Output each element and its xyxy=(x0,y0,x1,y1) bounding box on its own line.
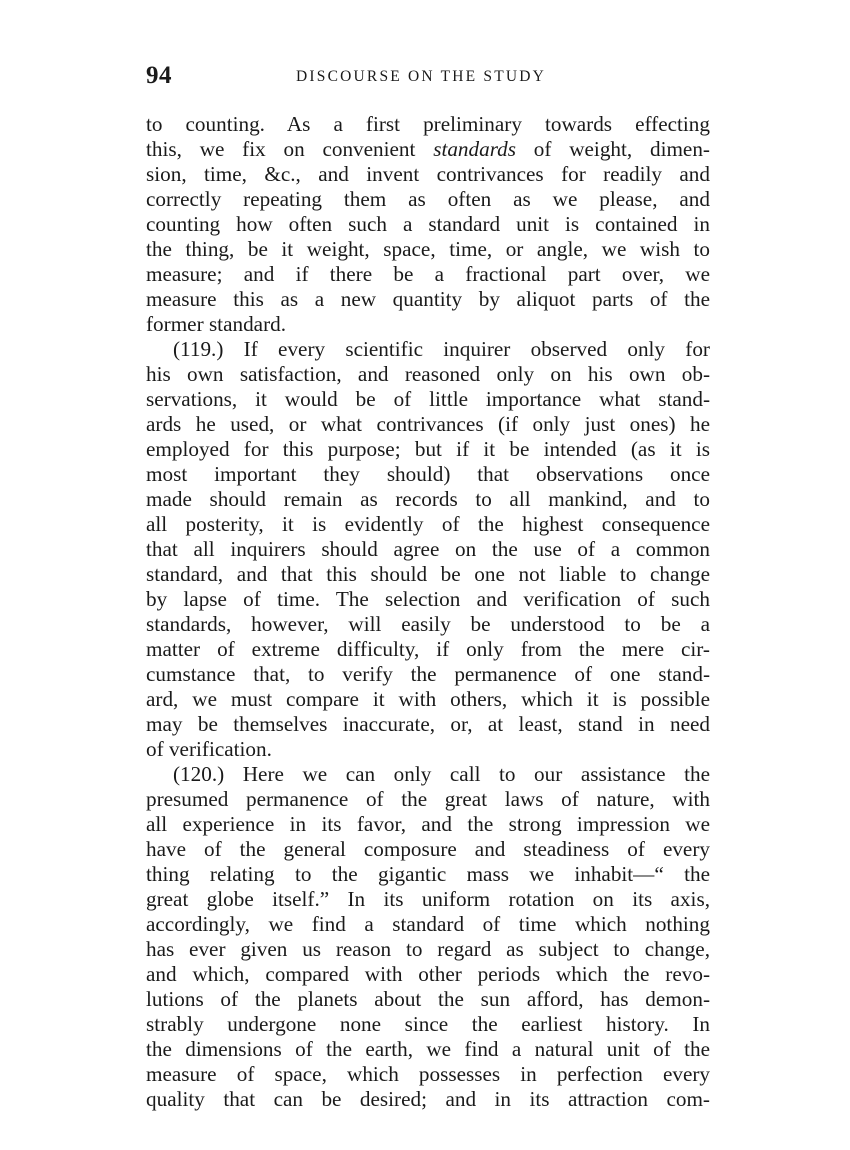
text-line: have of the general composure and steadiness of every xyxy=(146,837,710,861)
text-line: cumstance that, to verify the permanence of one stand- xyxy=(146,662,710,686)
text-line: made should remain as records to all mankind, and to xyxy=(146,487,710,511)
text-line: great globe itself.” In its uniform rotation on its axis, xyxy=(146,887,710,911)
text-line: this, we fix on convenient standards of weight, dimen- xyxy=(146,137,710,161)
text-line: thing relating to the gigantic mass we inhabit—“ the xyxy=(146,862,710,886)
text-line: strably undergone none since the earliest history. In xyxy=(146,1012,710,1036)
italic-word: standards xyxy=(433,137,517,161)
text-line: measure; and if there be a fractional part over, we xyxy=(146,262,710,286)
text-line: matter of extreme difficulty, if only from the mere cir- xyxy=(146,637,710,661)
text-line: counting how often such a standard unit is contained in xyxy=(146,212,710,236)
text-line: his own satisfaction, and reasoned only on his own ob- xyxy=(146,362,710,386)
body-text xyxy=(146,112,710,1112)
text-line: sion, time, &c., and invent contrivances for readily and xyxy=(146,162,710,186)
text-line: quality that can be desired; and in its attraction com- xyxy=(146,1087,710,1111)
text-line: standards, however, will easily be understood to be a xyxy=(146,612,710,636)
text-line: measure of space, which possesses in perfection every xyxy=(146,1062,710,1086)
text-line: lutions of the planets about the sun afford, has demon- xyxy=(146,987,710,1011)
text-line: most important they should) that observations once xyxy=(146,462,710,486)
book-page xyxy=(146,62,710,1112)
text-line: the thing, be it weight, space, time, or angle, we wish to xyxy=(146,237,710,261)
paragraph-119-start: (119.) If every scientific inquirer observed only for xyxy=(173,337,710,361)
running-header xyxy=(146,62,710,94)
text-line: servations, it would be of little importance what stand- xyxy=(146,387,710,411)
text-line: accordingly, we find a standard of time which nothing xyxy=(146,912,710,936)
text-line: all posterity, it is evidently of the highest consequence xyxy=(146,512,710,536)
text-line: of verification. xyxy=(146,737,272,761)
text-line: presumed permanence of the great laws of nature, with xyxy=(146,787,710,811)
running-title: DISCOURSE ON THE STUDY xyxy=(296,68,547,85)
text-line: measure this as a new quantity by aliquot parts of the xyxy=(146,287,710,311)
text-line: may be themselves inaccurate, or, at least, stand in need xyxy=(146,712,710,736)
text-line: to counting. As a first preliminary towards effecting xyxy=(146,112,710,136)
text-line: standard, and that this should be one not liable to change xyxy=(146,562,710,586)
text-line: correctly repeating them as often as we please, and xyxy=(146,187,710,211)
text-line: the dimensions of the earth, we find a natural unit of the xyxy=(146,1037,710,1061)
text-line: has ever given us reason to regard as subject to change, xyxy=(146,937,710,961)
paragraph-120-start: (120.) Here we can only call to our assistance the xyxy=(173,762,710,786)
text-line: ards he used, or what contrivances (if only just ones) he xyxy=(146,412,710,436)
text-line: all experience in its favor, and the strong impression we xyxy=(146,812,710,836)
text-line: former standard. xyxy=(146,312,287,336)
text-line: employed for this purpose; but if it be intended (as it is xyxy=(146,437,710,461)
page-number: 94 xyxy=(146,62,172,89)
text-line: by lapse of time. The selection and verification of such xyxy=(146,587,710,611)
text-line: and which, compared with other periods which the revo- xyxy=(146,962,710,986)
text-line: that all inquirers should agree on the use of a common xyxy=(146,537,710,561)
text-line: ard, we must compare it with others, which it is possible xyxy=(146,687,710,711)
